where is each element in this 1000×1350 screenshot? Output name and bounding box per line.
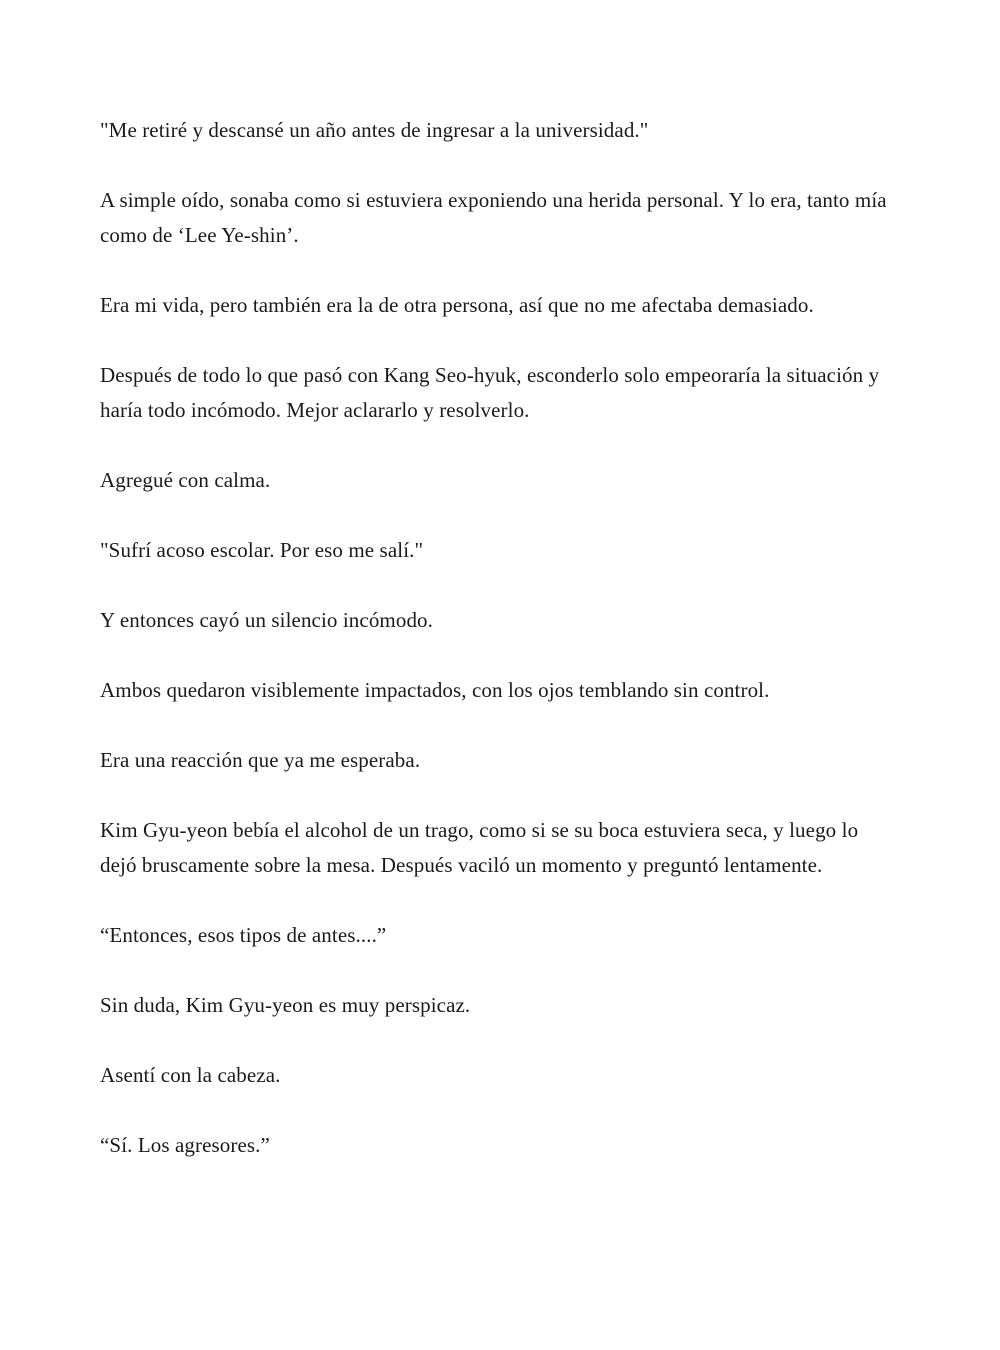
paragraph: Agregué con calma. [100, 468, 271, 492]
paragraph: Era mi vida, pero también era la de otra persona, así que no me afectaba demasiado. [100, 293, 814, 317]
paragraph: “Entonces, esos tipos de antes....” [100, 923, 387, 947]
paragraph: Asentí con la cabeza. [100, 1063, 281, 1087]
paragraph: Y entonces cayó un silencio incómodo. [100, 608, 434, 632]
paragraph: "Sufrí acoso escolar. Por eso me salí." [100, 538, 424, 562]
paragraph: "Me retiré y descansé un año antes de ingresar a la universidad." [100, 118, 649, 142]
paragraph: Después de todo lo que pasó con Kang Seo-hyuk, esconderlo solo empeoraría la situación y haría todo incómodo. Mejor aclararlo y resolverlo. [100, 363, 880, 422]
paragraph: Era una reacción que ya me esperaba. [100, 748, 421, 772]
paragraph: Sin duda, Kim Gyu-yeon es muy perspicaz. [100, 993, 471, 1017]
paragraph: A simple oído, sonaba como si estuviera exponiendo una herida personal. Y lo era, tanto mía como de ‘Lee Ye-shin’. [100, 188, 887, 247]
paragraph: Kim Gyu-yeon bebía el alcohol de un trago, como si se su boca estuviera seca, y luego lo dejó bruscamente sobre la mesa. Después vaciló un momento y preguntó lentamente. [100, 818, 859, 877]
paragraph: Ambos quedaron visiblemente impactados, con los ojos temblando sin control. [100, 678, 770, 702]
paragraph: “Sí. Los agresores.” [100, 1133, 270, 1157]
